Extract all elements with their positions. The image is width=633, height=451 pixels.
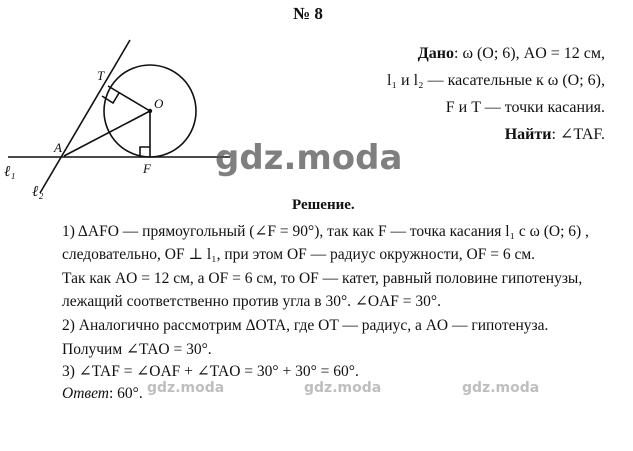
segment-OT [108,86,150,111]
given-text: : ω (O; 6), AO = 12 см, [454,45,605,62]
solution-title: Решение. [292,197,355,213]
watermark-small-2: gdz.moda [304,380,382,396]
label-l1: ℓ₁ [4,164,16,180]
segment-AO [64,111,150,156]
answer-line [62,385,143,403]
solution-line-2: следовательно, OF ⊥ l₁, при этом OF — радиус окружности, OF = 6 см. [62,246,536,263]
solution-line-7: 3) ∠TAF = ∠OAF + ∠TAO = 30° + 30° = 60°. [62,363,359,380]
label-A: A [54,140,62,155]
solution-line-6: Получим ∠TAO = 30°. [62,341,212,358]
center-point-O [148,109,152,113]
problem-number: № 8 [293,4,323,23]
answer-value: : 60°. [108,385,143,402]
given-label: Дано [417,45,454,62]
label-F: F [143,161,151,176]
solution-line-1: 1) ΔAFO — прямоугольный (∠F = 90°), так как F — точка касания l₁ с ω (O; 6) , [62,223,589,240]
given-line-3: F и T — точки касания. [445,99,605,116]
solution-line-4: лежащий соответственно против угла в 30°. ∠OAF = 30°. [62,293,441,310]
solution-line-3: Так как AO = 12 см, а OF = 6 см, то OF — катет, равный половине гипотенузы, [62,270,583,287]
label-T: T [97,68,105,83]
solution-line-5: 2) Аналогично рассмотрим ΔOTA, где OT — радиус, а AO — гипотенуза. [62,317,549,334]
label-O: O [154,96,164,111]
find-label: Найти [504,126,552,143]
watermark-small-1: gdz.moda [147,380,225,396]
given-line-2: l₁ и l₂ — касательные к ω (O; 6), [387,72,605,89]
find-text: : ∠TAF. [551,126,605,143]
label-l2: ℓ₂ [32,184,44,200]
answer-label: Ответ [62,385,109,402]
tangent-line-l2 [40,40,130,193]
watermark-small-3: gdz.moda [462,380,540,396]
watermark-main: gdz.moda [215,138,403,178]
